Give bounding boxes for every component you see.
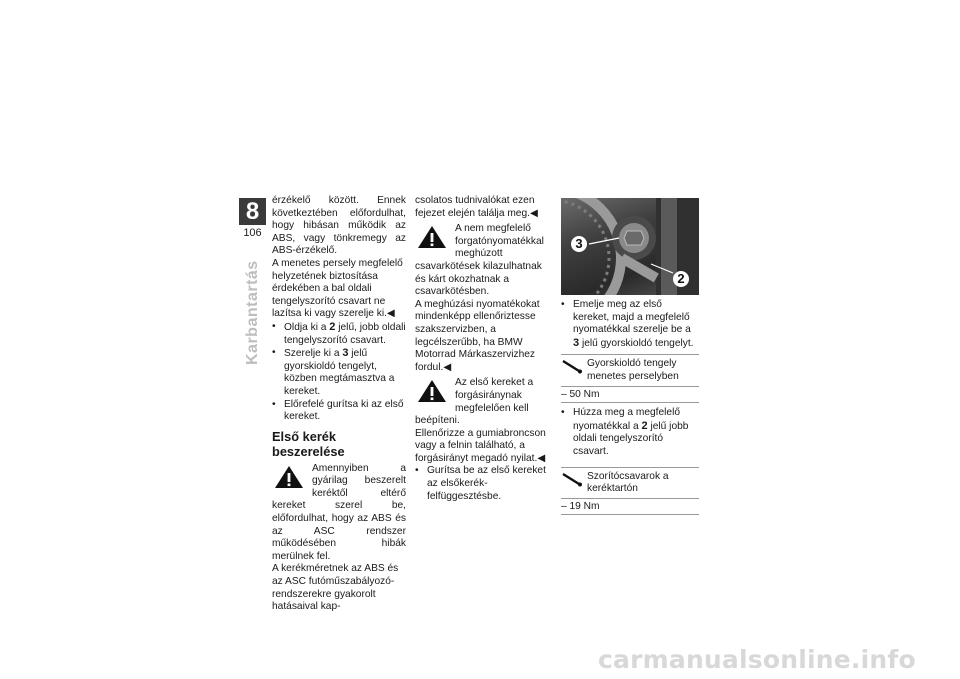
text: jelű gyorskioldó tengelyt, közben megtámasztva a kereket. xyxy=(284,348,395,397)
text: Szerelje ki a xyxy=(284,348,343,360)
warning-text: Az első kereket a forgásiránynak megfelelően kell beépíteni. xyxy=(415,377,534,427)
callout-3: 3 xyxy=(571,236,587,252)
section-tab xyxy=(230,260,275,370)
paragraph: A menetes persely megfelelő helyzetének biztosítása érdekében a bal oldali tengelyszorító csavart ne lazítsa ki vagy szerelje ki.◀ xyxy=(272,257,403,320)
reference-number: 2 xyxy=(329,320,336,333)
list-item xyxy=(561,407,699,458)
paragraph: A meghúzási nyomatékokat mindenképp ellenőriztesse szakszervizben, a legcélszerűbb, ha BMW Motorrad Márkaszervizhez fordul.◀ xyxy=(415,298,540,373)
column-1 xyxy=(272,195,406,614)
warning-icon xyxy=(272,464,306,490)
paragraph: A kerékméretnek az ABS és az ASC futóműszabályozó-rendszerekre gyakorolt hatásaival kap- xyxy=(272,563,399,613)
warning-icon xyxy=(415,224,449,250)
spec-value: – 50 Nm xyxy=(561,386,699,403)
spec-label: Gyorskioldó tengely menetes perselyben xyxy=(587,358,679,382)
paragraph: érzékelő között. Ennek következtében előfordulhat, hogy hibásan működik az ABS, vagy tönkremegy az ABS-érzékelő. xyxy=(272,195,406,257)
reference-number: 3 xyxy=(573,336,580,349)
torque-spec xyxy=(561,467,699,516)
page-number: 106 xyxy=(243,227,262,239)
spec-value-text: 50 Nm xyxy=(569,388,600,400)
torque-spec xyxy=(561,354,699,403)
warning-icon xyxy=(415,378,449,404)
torque-wrench-icon xyxy=(561,358,587,383)
callout-2: 2 xyxy=(673,271,689,287)
torque-wrench-icon xyxy=(561,471,587,496)
warning-block xyxy=(415,377,550,427)
list-item xyxy=(272,347,406,398)
list-item xyxy=(272,321,406,347)
text: jelű, jobb oldali tengelyszorító csavart. xyxy=(284,321,406,346)
text: jelű jobb oldali tengelyszorító csavart. xyxy=(573,420,689,457)
list-item xyxy=(272,399,406,424)
text: Oldja ki a xyxy=(284,321,330,333)
spec-value: – 19 Nm xyxy=(561,498,699,515)
column-3 xyxy=(561,198,699,519)
spec-label: Szorítócsavarok a keréktartón xyxy=(587,470,669,495)
warning-block xyxy=(415,223,550,299)
spec-value-text: 19 Nm xyxy=(569,500,600,512)
wheel-axle-photo xyxy=(561,198,699,295)
section-heading: Első kerék beszerelése xyxy=(272,428,345,459)
text: jelű gyorskioldó tengelyt. xyxy=(579,337,694,349)
reference-number: 3 xyxy=(342,347,349,360)
chapter-number: 8 xyxy=(239,198,266,225)
text: Emelje meg az első kereket, majd a megfelelő nyomatékkal szerelje be a xyxy=(573,299,691,336)
reference-number: 2 xyxy=(641,419,648,432)
warning-text: Amennyiben a gyárilag beszerelt keréktől eltérő kereket szerel be, előfordulhat, hogy az ABS és az ASC rendszer működésében hibák merülnek fel. xyxy=(272,462,406,562)
paragraph: Ellenőrizze a gumiabroncson vagy a felnin található, a forgásirányt megadó nyilat.◀ xyxy=(415,427,546,464)
paragraph: csolatos tudnivalókat ezen fejezet elején találja meg.◀ xyxy=(415,195,538,219)
section-title: Karbantartás xyxy=(244,260,261,365)
list-item xyxy=(561,299,699,350)
warning-block xyxy=(272,463,406,564)
text: Előrefelé gurítsa ki az első kereket. xyxy=(284,398,404,423)
watermark[interactable]: carmanualsonline.info xyxy=(598,645,916,674)
list-item: • Gurítsa be az első kereket az elsőkerék-felfüggesztésbe. xyxy=(415,465,550,503)
warning-text: A nem megfelelő forgatónyomatékkal meghúzott csavarkötések kilazulhatnak és kárt okozhatnak a csavarkötésben. xyxy=(415,223,544,298)
column-2 xyxy=(415,195,550,503)
text: Húzza meg a megfelelő nyomatékkal a xyxy=(573,407,681,432)
